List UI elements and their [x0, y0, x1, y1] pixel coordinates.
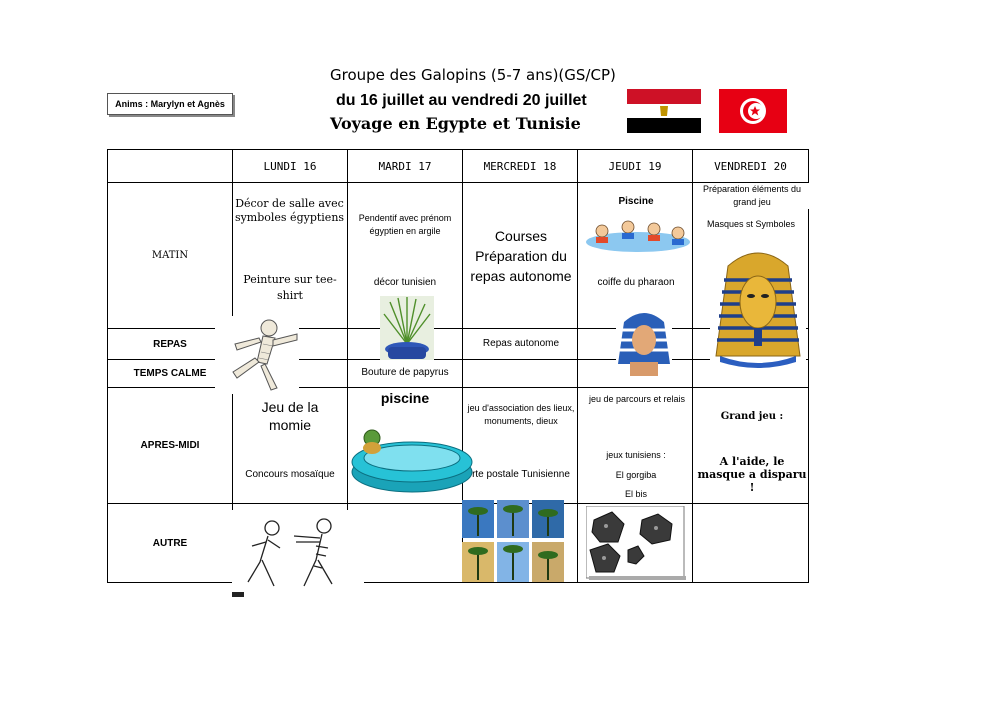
papyrus-plant-icon: [380, 296, 434, 360]
vendredi-apres-activity-1: Grand jeu :: [720, 411, 784, 422]
vendredi-matin-activity-1: Préparation éléments du grand jeu: [694, 183, 810, 209]
row-label-apres-midi: APRES-MIDI: [108, 388, 233, 504]
mardi-calme-activity: Bouture de papyrus: [361, 367, 449, 378]
mummy-running-icon: [215, 316, 299, 394]
anims-label: Anims : Marylyn et Agnès: [115, 99, 225, 109]
title-trip: Voyage en Egypte et Tunisie: [330, 114, 581, 133]
anims-box: [107, 93, 233, 115]
lundi-matin-activity-2: Peinture sur tee-shirt: [243, 273, 337, 302]
day-header-vendredi: VENDREDI 20: [693, 150, 809, 183]
stones-icon: [586, 506, 686, 580]
row-label-temps-calme: TEMPS CALME: [108, 360, 233, 388]
tunisia-photos-icon: [462, 500, 564, 582]
vendredi-matin-activity-2: Masques st Symboles: [694, 219, 808, 229]
mercredi-apres-activity-1: jeu d'association des lieux, monuments, dieux: [467, 403, 575, 426]
jeudi-matin-activity-1: Piscine: [618, 196, 654, 207]
corner-cell: [108, 150, 233, 183]
jeudi-apres-activity-4: El bis: [624, 489, 647, 499]
row-label-matin: MATIN: [108, 183, 233, 329]
mercredi-repas-activity: Repas autonome: [482, 338, 560, 349]
jeudi-apres-activity-2: jeux tunisiens :: [606, 450, 666, 460]
pharaoh-headdress-icon: [616, 306, 672, 376]
mercredi-matin-activity: Courses Préparation du repas autonome: [470, 228, 572, 284]
day-header-lundi: LUNDI 16: [233, 150, 348, 183]
pool-icon: [350, 428, 474, 494]
day-header-jeudi: JEUDI 19: [578, 150, 693, 183]
row-label-autre: AUTRE: [108, 504, 233, 583]
day-header-mardi: MARDI 17: [348, 150, 463, 183]
lundi-apres-activity-1: Jeu de la momie: [261, 399, 319, 433]
tunisia-flag-icon: [719, 89, 787, 133]
lundi-matin-activity-1: Décor de salle avec symboles égyptiens: [234, 197, 345, 224]
small-mark: [232, 592, 244, 597]
mardi-matin-activity-2: décor tunisien: [373, 277, 437, 288]
tutankhamun-mask-icon: [710, 244, 806, 372]
jeudi-matin-activity-2: coiffe du pharaon: [597, 277, 675, 288]
row-label-repas: REPAS: [108, 329, 233, 360]
pool-children-icon: [584, 209, 692, 255]
title-group: Groupe des Galopins (5-7 ans)(GS/CP): [330, 66, 616, 84]
jeudi-apres-activity-1: jeu de parcours et relais: [588, 394, 686, 404]
day-header-mercredi: MERCREDI 18: [463, 150, 578, 183]
jeudi-apres-activity-3: El gorgiba: [615, 470, 657, 480]
egypt-flag-icon: [627, 89, 701, 133]
mummy-chase-icon: [232, 510, 364, 596]
vendredi-apres-activity-2: A l'aide, le masque a disparu !: [697, 455, 807, 494]
mardi-matin-activity-1: Pendentif avec prénom égyptien en argile: [358, 213, 452, 236]
title-dates: du 16 juillet au vendredi 20 juillet: [336, 92, 587, 109]
mardi-apres-activity: piscine: [380, 390, 430, 406]
mercredi-apres-activity-2: rte postale Tunisienne: [472, 469, 570, 480]
lundi-apres-activity-2: Concours mosaïque: [245, 469, 335, 480]
